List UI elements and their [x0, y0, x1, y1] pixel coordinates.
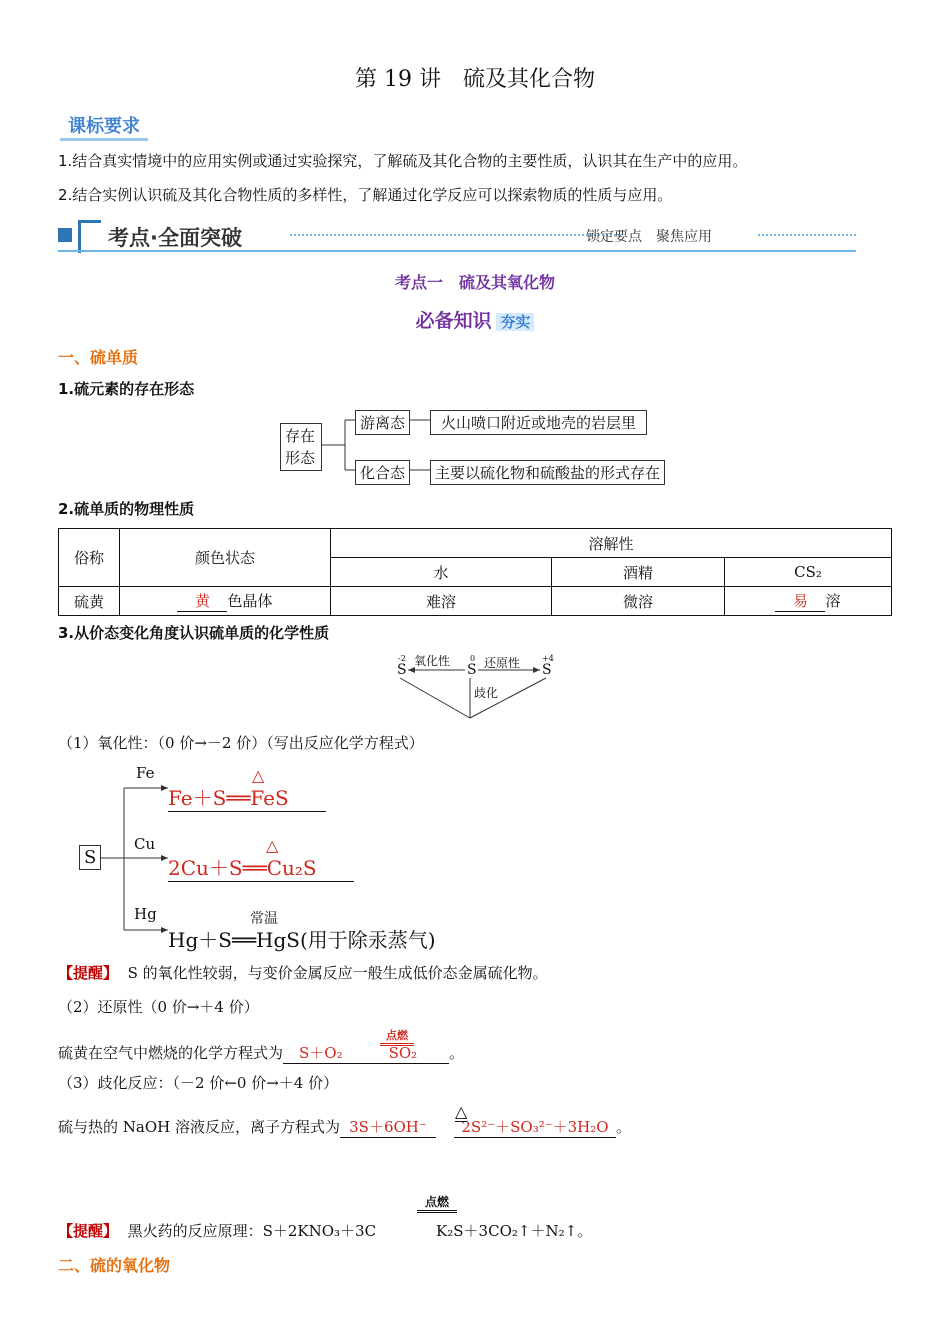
valence-reduction-label: 还原性 — [484, 656, 521, 670]
naoh-equation: 硫与热的 NaOH 溶液反应，离子方程式为 3S＋6OH⁻ 2S²⁻＋SO₃²⁻＋3H₂O 。 — [58, 1118, 631, 1136]
fe-condition: △ — [252, 766, 265, 785]
hint2-condition: 点燃 — [417, 1193, 457, 1213]
section-2: 二、硫的氧化物 — [58, 1256, 171, 1275]
reduction-title: （2）还原性（0 价→＋4 价） — [58, 998, 259, 1016]
exist-combined-desc: 主要以硫化物和硫酸盐的形式存在 — [430, 460, 665, 485]
item-3: 3.从价态变化角度认识硫单质的化学性质 — [58, 624, 330, 642]
exist-root: 存在形态 — [280, 423, 322, 471]
banner-left: 考点·全面突破 — [108, 226, 242, 250]
banner-underline — [58, 250, 856, 252]
table-cell-name: 硫黄 — [59, 587, 120, 616]
burn-condition: 点燃 — [380, 1027, 414, 1046]
valence-s-left: S — [397, 662, 407, 678]
reactant-fe: Fe — [136, 764, 155, 782]
exist-free: 游离态 — [355, 410, 410, 435]
valence-right-value: +4 — [542, 654, 554, 663]
table-cell-water: 难溶 — [331, 587, 552, 616]
valence-mid-value: 0 — [470, 654, 476, 663]
valence-left-value: -2 — [398, 654, 406, 663]
requirements-label: 课标要求 — [60, 112, 148, 141]
burn-equation: 硫黄在空气中燃烧的化学方程式为 S＋O₂ SO₂ 。 — [58, 1044, 465, 1062]
table-header-name: 俗称 — [59, 529, 120, 587]
requirement-2: 2.结合实例认识硫及其化合物性质的多样性，了解通过化学反应可以探索物质的性质与应用。 — [58, 186, 673, 204]
disproportionation-title: （3）歧化反应：（－2 价←0 价→＋4 价） — [58, 1074, 339, 1092]
table-header-solubility: 溶解性 — [331, 529, 892, 558]
reactant-cu: Cu — [134, 835, 156, 853]
table-header-color: 颜色状态 — [120, 529, 331, 587]
table-cell-cs2: 易 溶 — [725, 587, 892, 616]
topic-title: 考点一 硫及其氧化物 — [394, 273, 555, 292]
section-1: 一、硫单质 — [58, 348, 139, 367]
exist-combined: 化合态 — [355, 460, 410, 485]
item-1: 1.硫元素的存在形态 — [58, 380, 195, 398]
banner-dotted-line — [290, 234, 620, 236]
valence-oxidation-label: 氧化性 — [414, 654, 451, 668]
banner-right: 锁定要点 聚焦应用 — [586, 229, 712, 245]
knowledge-heading: 必备知识 夯实 — [0, 306, 950, 333]
table-header-cs2: CS₂ — [725, 558, 892, 587]
table-cell-color: 黄 色晶体 — [120, 587, 331, 616]
banner-square-icon — [58, 228, 72, 242]
physical-properties-table — [58, 528, 892, 616]
naoh-condition: △ — [455, 1102, 468, 1121]
table-header-alcohol: 酒精 — [552, 558, 725, 587]
fe-equation: Fe＋S══FeS — [168, 782, 326, 812]
cu-equation: 2Cu＋S══Cu₂S — [168, 852, 354, 882]
cu-condition: △ — [266, 836, 279, 855]
reactant-hg: Hg — [134, 905, 157, 923]
banner-dotted-line-right — [758, 234, 856, 236]
hg-equation: Hg＋S══HgS(用于除汞蒸气) — [168, 928, 436, 952]
item-2: 2.硫单质的物理性质 — [58, 500, 195, 518]
hint-1: 【提醒】 S 的氧化性较弱，与变价金属反应一般生成低价态金属硫化物。 — [58, 964, 548, 982]
sulfur-box: S — [79, 845, 101, 870]
hg-condition: 常温 — [250, 911, 278, 927]
valence-disproportionation-label: 歧化 — [474, 686, 499, 700]
exist-free-desc: 火山喷口附近或地壳的岩层里 — [430, 410, 647, 435]
hint-2: 【提醒】 黑火药的反应原理：S＋2KNO₃＋3C K₂S＋3CO₂↑＋N₂↑。 — [58, 1222, 593, 1240]
banner-corner-icon — [78, 220, 101, 253]
page-title: 第 19 讲 硫及其化合物 — [355, 67, 595, 92]
valence-s-right: S — [542, 662, 552, 678]
requirement-1: 1.结合真实情境中的应用实例或通过实验探究，了解硫及其化合物的主要性质，认识其在生产中的应用。 — [58, 152, 748, 170]
banner — [58, 220, 858, 254]
oxidation-title: （1）氧化性：（0 价→－2 价）（写出反应化学方程式） — [58, 734, 424, 752]
valence-s-mid: S — [467, 662, 477, 678]
table-cell-alcohol: 微溶 — [552, 587, 725, 616]
table-header-water: 水 — [331, 558, 552, 587]
